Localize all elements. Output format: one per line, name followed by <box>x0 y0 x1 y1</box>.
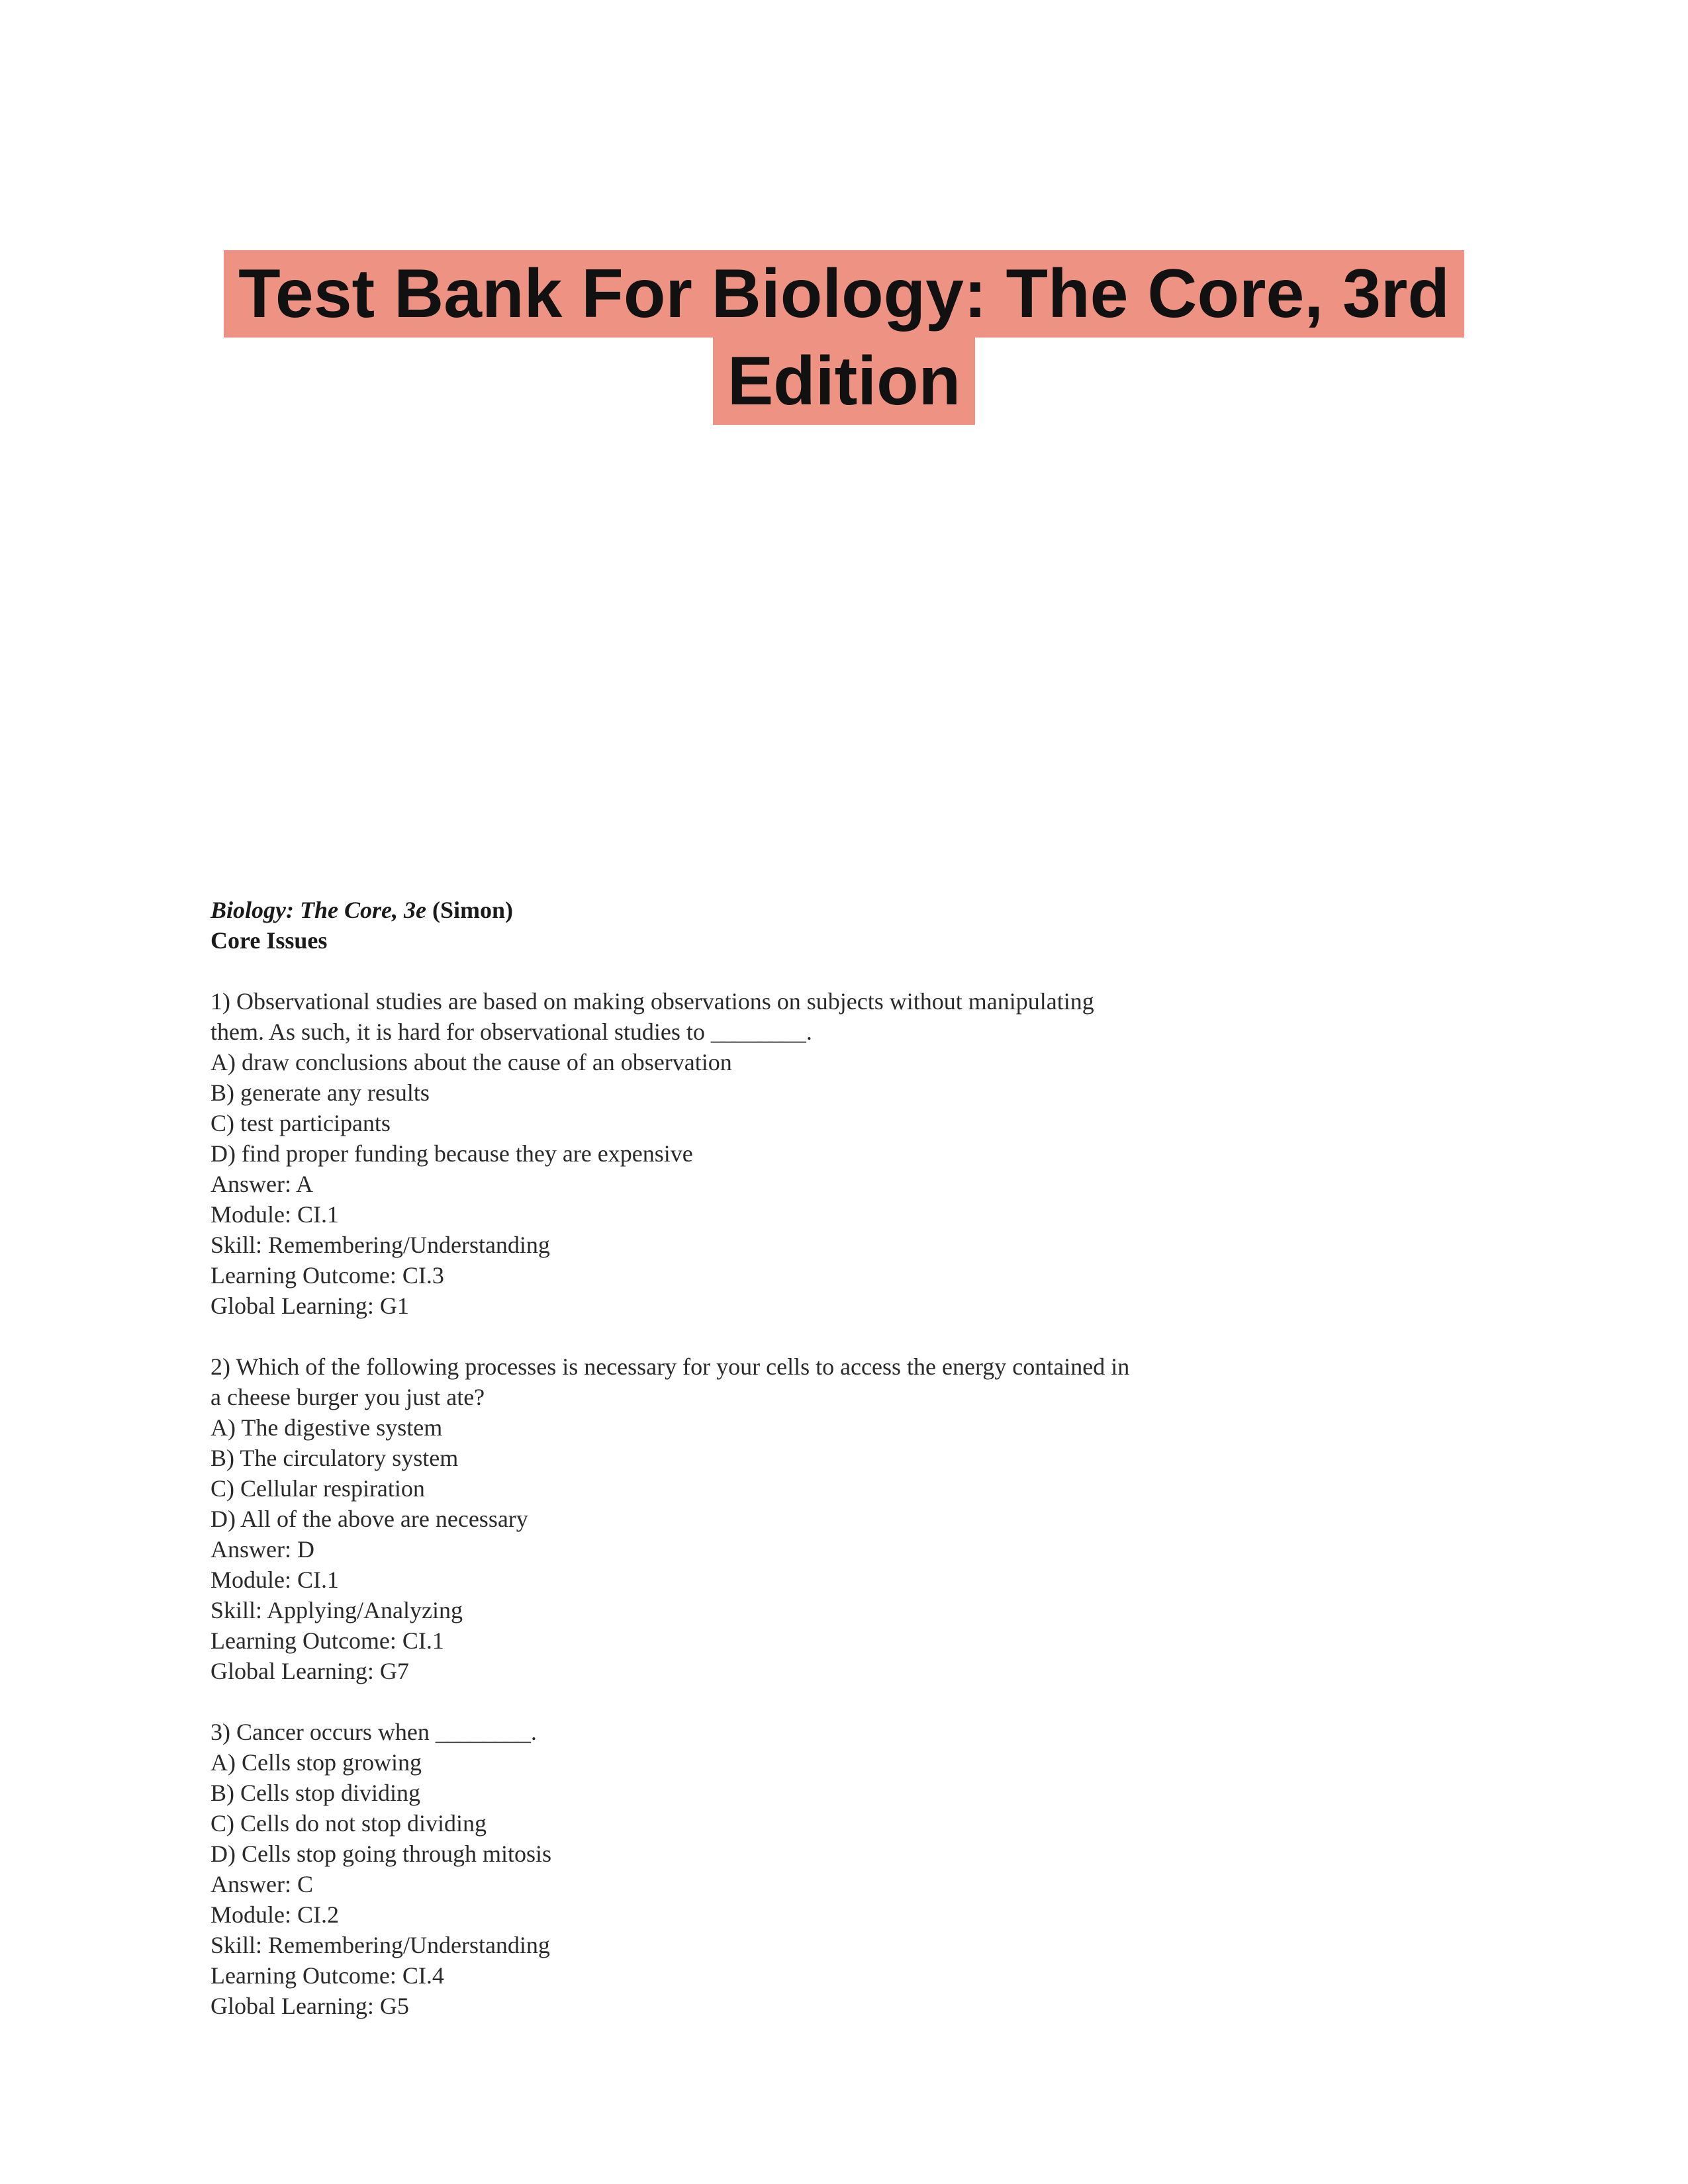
test-bank-content <box>211 895 1468 2021</box>
global-learning: Global Learning: G5 <box>211 1993 409 2019</box>
module: Module: CI.1 <box>211 1567 339 1593</box>
question-1 <box>211 986 1468 1321</box>
learning-outcome: Learning Outcome: CI.1 <box>211 1627 444 1654</box>
question-stem: them. As such, it is hard for observational studies to ________. <box>211 1019 812 1045</box>
question-3 <box>211 1717 1468 2021</box>
module: Module: CI.1 <box>211 1201 339 1228</box>
skill: Skill: Applying/Analyzing <box>211 1597 463 1623</box>
question-stem: 1) Observational studies are based on making observations on subjects without manipulating <box>211 988 1094 1015</box>
global-learning: Global Learning: G7 <box>211 1658 409 1684</box>
option-a: A) Cells stop growing <box>211 1749 422 1776</box>
answer: Answer: C <box>211 1871 313 1897</box>
book-author: (Simon) <box>426 897 513 923</box>
option-d: D) Cells stop going through mitosis <box>211 1841 552 1867</box>
question-2 <box>211 1351 1468 1686</box>
option-c: C) Cells do not stop dividing <box>211 1810 487 1837</box>
question-stem: a cheese burger you just ate? <box>211 1384 485 1410</box>
title-line-2: Edition <box>713 338 975 425</box>
learning-outcome: Learning Outcome: CI.3 <box>211 1262 444 1289</box>
option-b: B) The circulatory system <box>211 1445 459 1471</box>
book-title-line <box>211 895 1468 925</box>
skill: Skill: Remembering/Understanding <box>211 1232 550 1258</box>
global-learning: Global Learning: G1 <box>211 1293 409 1319</box>
option-a: A) The digestive system <box>211 1414 443 1441</box>
skill: Skill: Remembering/Understanding <box>211 1932 550 1958</box>
document-title <box>0 250 1688 425</box>
option-c: C) test participants <box>211 1110 391 1136</box>
question-stem: 3) Cancer occurs when ________. <box>211 1719 537 1745</box>
module: Module: CI.2 <box>211 1901 339 1928</box>
learning-outcome: Learning Outcome: CI.4 <box>211 1962 444 1989</box>
option-d: D) All of the above are necessary <box>211 1506 528 1532</box>
option-d: D) find proper funding because they are expensive <box>211 1140 693 1167</box>
option-b: B) generate any results <box>211 1079 430 1106</box>
answer: Answer: D <box>211 1536 314 1563</box>
book-title: Biology: The Core, 3e <box>211 897 426 923</box>
answer: Answer: A <box>211 1171 313 1197</box>
option-c: C) Cellular respiration <box>211 1475 425 1502</box>
option-b: B) Cells stop dividing <box>211 1780 421 1806</box>
question-stem: 2) Which of the following processes is necessary for your cells to access the energy contained in <box>211 1353 1130 1380</box>
option-a: A) draw conclusions about the cause of an observation <box>211 1049 732 1075</box>
title-line-1: Test Bank For Biology: The Core, 3rd <box>224 250 1464 338</box>
section-title: Core Issues <box>211 927 328 954</box>
